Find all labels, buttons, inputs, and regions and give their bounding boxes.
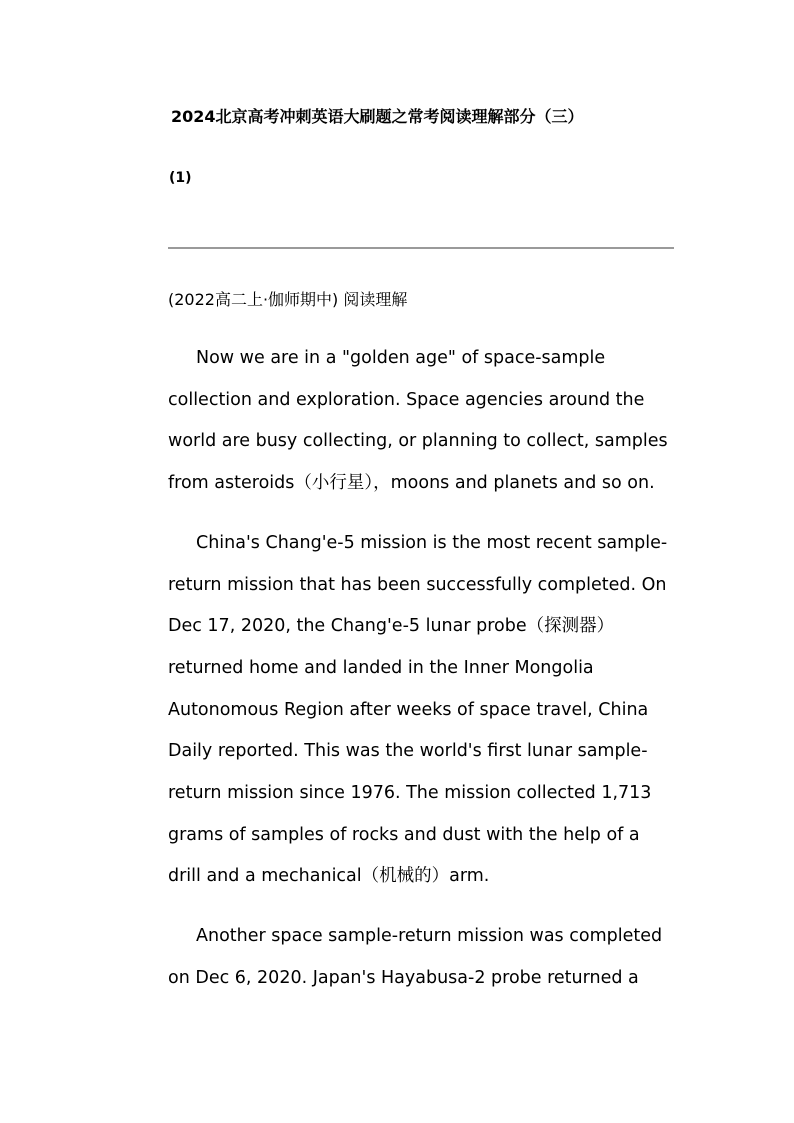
question-number: (1): [169, 170, 192, 186]
page-title: 2024北京高考冲刺英语大刷题之常考阅读理解部分（三）: [171, 107, 584, 126]
reading-passage: [168, 338, 676, 1018]
divider: [168, 247, 674, 249]
passage-paragraph-2: China's Chang'e-5 mission is the most recent sample-return mission that has been successfully completed. On Dec 17, 2020, the Chang'e-5 lunar probe（探测器）returned home and landed in the Inner Mongolia Autonomous Region after weeks of space travel, China Daily reported. This was the world's first lunar sample-return mission since 1976. The mission collected 1,713 grams of samples of rocks and dust with the help of a drill and a mechanical（机械的）arm.: [168, 532, 668, 887]
question-source: (2022高二上·伽师期中) 阅读理解: [168, 290, 408, 309]
passage-paragraph-1: Now we are in a "golden age" of space-sample collection and exploration. Space agencies around the world are busy collecting, or planning to collect, samples from asteroids（小行星），moons and planets and so on.: [168, 348, 668, 494]
passage-paragraph-3: Another space sample-return mission was completed on Dec 6, 2020. Japan's Hayabusa-2 probe returned a: [168, 926, 663, 988]
